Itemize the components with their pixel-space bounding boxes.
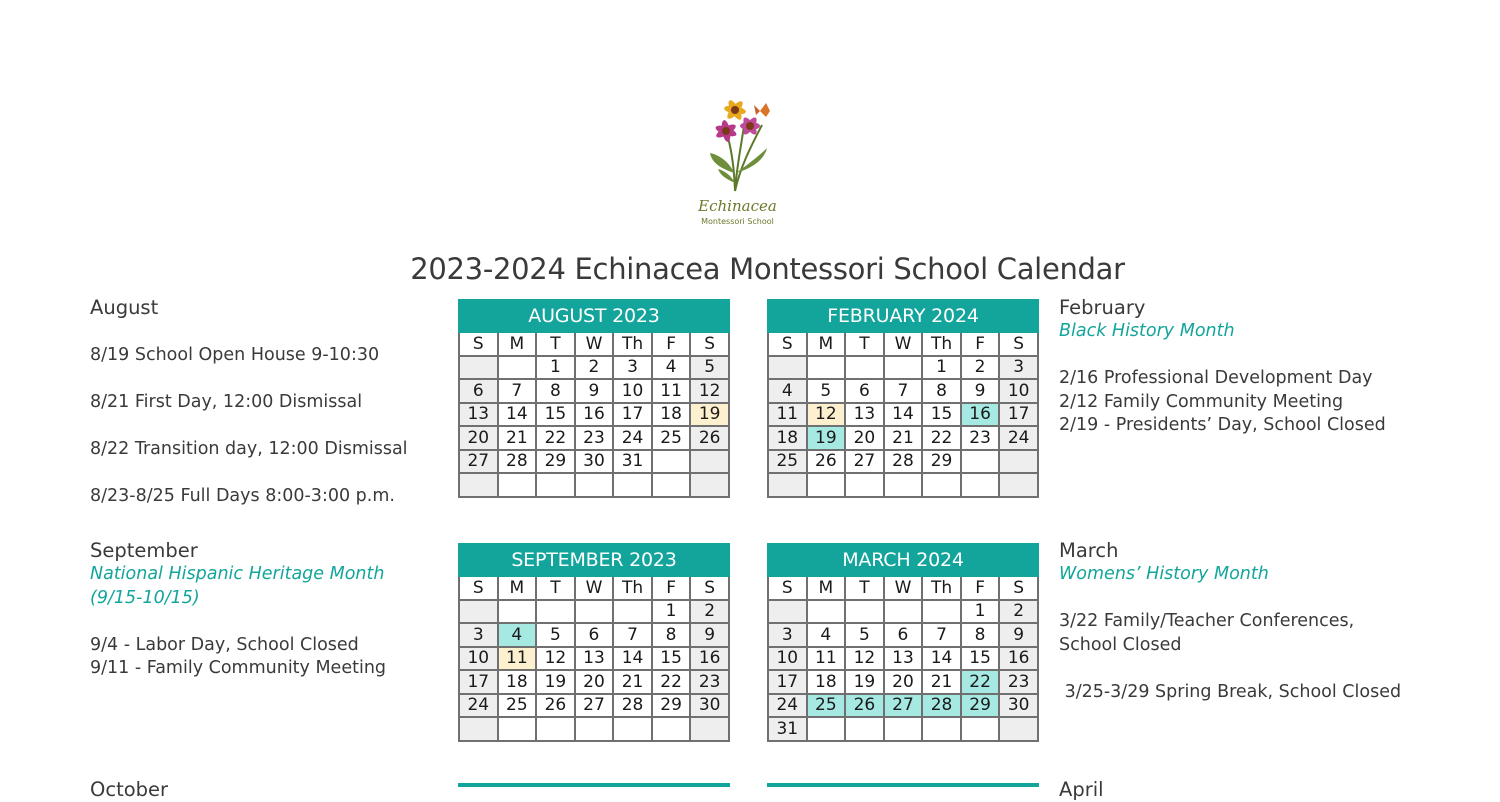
day-cell: 4 xyxy=(807,623,846,647)
day-cell: 3 xyxy=(613,356,652,380)
day-cell: 16 xyxy=(690,647,729,671)
calendar-september-2023 xyxy=(458,543,730,742)
observance-text: National Hispanic Heritage Month xyxy=(90,564,385,584)
day-cell: 13 xyxy=(575,647,614,671)
day-cell: 24 xyxy=(768,694,807,718)
empty-day-cell xyxy=(999,450,1038,474)
day-cell: 5 xyxy=(690,356,729,380)
day-cell: 4 xyxy=(652,356,691,380)
weekday-header: S xyxy=(459,576,498,600)
weekday-header: Th xyxy=(922,332,961,356)
empty-day-cell xyxy=(845,717,884,741)
weekday-header: Th xyxy=(922,576,961,600)
empty-day-cell xyxy=(652,473,691,497)
day-cell: 22 xyxy=(652,670,691,694)
day-cell: 5 xyxy=(807,379,846,403)
day-cell: 10 xyxy=(613,379,652,403)
empty-day-cell xyxy=(498,600,537,624)
weekday-header: S xyxy=(690,576,729,600)
day-cell: 1 xyxy=(536,356,575,380)
empty-day-cell xyxy=(690,473,729,497)
calendar-february-2024 xyxy=(767,299,1039,498)
observance-text: Black History Month xyxy=(1059,321,1235,341)
day-cell: 6 xyxy=(884,623,923,647)
day-cell: 10 xyxy=(768,647,807,671)
notes-october xyxy=(90,778,168,802)
weekday-header: Th xyxy=(613,576,652,600)
day-cell: 13 xyxy=(845,403,884,427)
day-cell: 22 xyxy=(536,426,575,450)
day-cell: 9 xyxy=(690,623,729,647)
school-logo xyxy=(690,93,785,231)
empty-day-cell xyxy=(498,356,537,380)
note-item: School Closed xyxy=(1059,634,1182,655)
empty-day-cell xyxy=(807,600,846,624)
month-title: AUGUST 2023 xyxy=(459,300,729,332)
day-cell: 29 xyxy=(652,694,691,718)
note-item: 2/16 Professional Development Day xyxy=(1059,368,1373,388)
day-cell: 20 xyxy=(884,670,923,694)
weekday-header: T xyxy=(845,332,884,356)
day-cell: 28 xyxy=(884,450,923,474)
month-title: FEBRUARY 2024 xyxy=(768,300,1038,332)
weekday-header: W xyxy=(884,576,923,600)
day-cell: 13 xyxy=(459,403,498,427)
day-cell: 29 xyxy=(536,450,575,474)
weekday-header: W xyxy=(575,576,614,600)
weekday-header: F xyxy=(961,332,1000,356)
empty-day-cell xyxy=(922,600,961,624)
day-cell: 27 xyxy=(575,694,614,718)
empty-day-cell xyxy=(884,473,923,497)
day-cell: 14 xyxy=(922,647,961,671)
notes-april xyxy=(1059,778,1104,802)
empty-day-cell xyxy=(575,717,614,741)
day-cell: 8 xyxy=(922,379,961,403)
day-cell: 26 xyxy=(536,694,575,718)
calendar-august-2023 xyxy=(458,299,730,498)
day-cell: 8 xyxy=(536,379,575,403)
month-title: SEPTEMBER 2023 xyxy=(459,544,729,576)
weekday-header: T xyxy=(845,576,884,600)
day-cell: 21 xyxy=(498,426,537,450)
day-cell: 26 xyxy=(690,426,729,450)
weekday-header: F xyxy=(961,576,1000,600)
day-cell: 10 xyxy=(999,379,1038,403)
day-cell: 4 xyxy=(768,379,807,403)
weekday-header: W xyxy=(575,332,614,356)
empty-day-cell xyxy=(575,600,614,624)
empty-day-cell xyxy=(884,600,923,624)
empty-day-cell xyxy=(845,600,884,624)
day-cell: 11 xyxy=(807,647,846,671)
day-cell: 19 xyxy=(536,670,575,694)
day-cell: 5 xyxy=(536,623,575,647)
day-cell: 10 xyxy=(459,647,498,671)
day-cell: 13 xyxy=(884,647,923,671)
empty-day-cell xyxy=(768,600,807,624)
flower-logo-icon xyxy=(690,93,785,197)
weekday-header: M xyxy=(807,332,846,356)
day-cell: 8 xyxy=(961,623,1000,647)
notes-heading: March xyxy=(1059,539,1119,562)
day-cell: 2 xyxy=(961,356,1000,380)
day-cell: 14 xyxy=(884,403,923,427)
notes-heading: September xyxy=(90,539,198,562)
weekday-header: S xyxy=(768,332,807,356)
day-cell: 24 xyxy=(999,426,1038,450)
empty-day-cell xyxy=(498,473,537,497)
day-cell: 2 xyxy=(999,600,1038,624)
day-cell: 11 xyxy=(652,379,691,403)
note-item: 8/21 First Day, 12:00 Dismissal xyxy=(90,391,363,412)
day-cell: 19 xyxy=(690,403,729,427)
day-cell: 23 xyxy=(961,426,1000,450)
empty-day-cell xyxy=(613,600,652,624)
day-cell: 26 xyxy=(807,450,846,474)
observance-text: (9/15-10/15) xyxy=(90,587,200,608)
day-cell: 22 xyxy=(961,670,1000,694)
day-cell: 17 xyxy=(999,403,1038,427)
weekday-header: M xyxy=(807,576,846,600)
note-item: 3/25-3/29 Spring Break, School Closed xyxy=(1059,681,1402,702)
day-cell: 3 xyxy=(999,356,1038,380)
weekday-header: S xyxy=(768,576,807,600)
day-cell: 7 xyxy=(613,623,652,647)
weekday-header: W xyxy=(884,332,923,356)
day-cell: 17 xyxy=(768,670,807,694)
day-cell: 29 xyxy=(922,450,961,474)
day-cell: 18 xyxy=(807,670,846,694)
day-cell: 12 xyxy=(845,647,884,671)
notes-march xyxy=(1059,539,1401,704)
observance-text: Womens’ History Month xyxy=(1059,564,1269,584)
day-cell: 3 xyxy=(459,623,498,647)
empty-day-cell xyxy=(459,600,498,624)
day-cell: 3 xyxy=(768,623,807,647)
weekday-header: S xyxy=(690,332,729,356)
day-cell: 6 xyxy=(459,379,498,403)
weekday-header: F xyxy=(652,576,691,600)
weekday-header: T xyxy=(536,576,575,600)
day-cell: 29 xyxy=(961,694,1000,718)
empty-day-cell xyxy=(961,717,1000,741)
day-cell: 20 xyxy=(459,426,498,450)
empty-day-cell xyxy=(768,473,807,497)
day-cell: 2 xyxy=(575,356,614,380)
day-cell: 30 xyxy=(690,694,729,718)
empty-day-cell xyxy=(768,356,807,380)
notes-heading: October xyxy=(90,778,169,801)
empty-day-cell xyxy=(922,473,961,497)
note-item: 8/19 School Open House 9-10:30 xyxy=(90,344,380,365)
notes-heading: August xyxy=(90,296,159,319)
day-cell: 25 xyxy=(768,450,807,474)
page-title: 2023-2024 Echinacea Montessori School Calendar xyxy=(410,252,1125,286)
empty-day-cell xyxy=(807,473,846,497)
day-cell: 11 xyxy=(498,647,537,671)
empty-day-cell xyxy=(999,473,1038,497)
empty-day-cell xyxy=(575,473,614,497)
day-cell: 11 xyxy=(768,403,807,427)
notes-heading: April xyxy=(1059,778,1104,801)
empty-day-cell xyxy=(884,356,923,380)
calendar-april-top-edge xyxy=(767,783,1039,787)
notes-february xyxy=(1059,296,1386,438)
empty-day-cell xyxy=(961,473,1000,497)
empty-day-cell xyxy=(613,717,652,741)
day-cell: 15 xyxy=(922,403,961,427)
day-cell: 23 xyxy=(575,426,614,450)
day-cell: 23 xyxy=(690,670,729,694)
day-cell: 2 xyxy=(690,600,729,624)
day-cell: 6 xyxy=(575,623,614,647)
empty-day-cell xyxy=(536,717,575,741)
day-cell: 4 xyxy=(498,623,537,647)
empty-day-cell xyxy=(652,450,691,474)
day-cell: 15 xyxy=(652,647,691,671)
empty-day-cell xyxy=(807,356,846,380)
note-item: 8/22 Transition day, 12:00 Dismissal xyxy=(90,438,408,459)
empty-day-cell xyxy=(459,473,498,497)
day-cell: 19 xyxy=(807,426,846,450)
day-cell: 8 xyxy=(652,623,691,647)
weekday-header: F xyxy=(652,332,691,356)
day-cell: 26 xyxy=(845,694,884,718)
day-cell: 28 xyxy=(613,694,652,718)
day-cell: 17 xyxy=(613,403,652,427)
empty-day-cell xyxy=(652,717,691,741)
weekday-header: M xyxy=(498,576,537,600)
weekday-header: S xyxy=(999,332,1038,356)
day-cell: 12 xyxy=(690,379,729,403)
day-cell: 1 xyxy=(961,600,1000,624)
day-cell: 25 xyxy=(652,426,691,450)
empty-day-cell xyxy=(459,356,498,380)
day-cell: 20 xyxy=(845,426,884,450)
empty-day-cell xyxy=(498,717,537,741)
note-item: 2/19 - Presidents’ Day, School Closed xyxy=(1059,415,1386,435)
day-cell: 21 xyxy=(922,670,961,694)
empty-day-cell xyxy=(999,717,1038,741)
day-cell: 9 xyxy=(575,379,614,403)
day-cell: 25 xyxy=(807,694,846,718)
empty-day-cell xyxy=(961,450,1000,474)
note-item: 2/12 Family Community Meeting xyxy=(1059,391,1344,412)
day-cell: 16 xyxy=(999,647,1038,671)
day-cell: 16 xyxy=(961,403,1000,427)
day-cell: 5 xyxy=(845,623,884,647)
empty-day-cell xyxy=(613,473,652,497)
day-cell: 24 xyxy=(459,694,498,718)
empty-day-cell xyxy=(536,473,575,497)
day-cell: 9 xyxy=(999,623,1038,647)
weekday-header: Th xyxy=(613,332,652,356)
day-cell: 31 xyxy=(613,450,652,474)
notes-august xyxy=(90,296,408,508)
empty-day-cell xyxy=(845,356,884,380)
day-cell: 16 xyxy=(575,403,614,427)
day-cell: 30 xyxy=(575,450,614,474)
day-cell: 25 xyxy=(498,694,537,718)
day-cell: 14 xyxy=(613,647,652,671)
empty-day-cell xyxy=(459,717,498,741)
day-cell: 12 xyxy=(807,403,846,427)
weekday-header: T xyxy=(536,332,575,356)
calendar-october-top-edge xyxy=(458,783,730,787)
day-cell: 21 xyxy=(884,426,923,450)
empty-day-cell xyxy=(807,717,846,741)
day-cell: 18 xyxy=(768,426,807,450)
note-item: 8/23-8/25 Full Days 8:00-3:00 p.m. xyxy=(90,485,395,506)
day-cell: 18 xyxy=(652,403,691,427)
note-item: 3/22 Family/Teacher Conferences, xyxy=(1059,611,1355,631)
day-cell: 24 xyxy=(613,426,652,450)
day-cell: 7 xyxy=(884,379,923,403)
weekday-header: S xyxy=(999,576,1038,600)
day-cell: 1 xyxy=(922,356,961,380)
day-cell: 15 xyxy=(961,647,1000,671)
notes-heading: February xyxy=(1059,296,1146,319)
month-title: MARCH 2024 xyxy=(768,544,1038,576)
weekday-header: M xyxy=(498,332,537,356)
day-cell: 7 xyxy=(498,379,537,403)
day-cell: 18 xyxy=(498,670,537,694)
day-cell: 7 xyxy=(922,623,961,647)
calendar-march-2024 xyxy=(767,543,1039,742)
weekday-header: S xyxy=(459,332,498,356)
logo-subtitle: Montessori School xyxy=(701,217,774,226)
empty-day-cell xyxy=(845,473,884,497)
notes-september xyxy=(90,539,386,681)
day-cell: 14 xyxy=(498,403,537,427)
empty-day-cell xyxy=(922,717,961,741)
day-cell: 15 xyxy=(536,403,575,427)
note-item: 9/11 - Family Community Meeting xyxy=(90,658,387,678)
empty-day-cell xyxy=(536,600,575,624)
day-cell: 6 xyxy=(845,379,884,403)
day-cell: 21 xyxy=(613,670,652,694)
empty-day-cell xyxy=(884,717,923,741)
day-cell: 17 xyxy=(459,670,498,694)
day-cell: 23 xyxy=(999,670,1038,694)
day-cell: 27 xyxy=(459,450,498,474)
day-cell: 19 xyxy=(845,670,884,694)
day-cell: 27 xyxy=(884,694,923,718)
empty-day-cell xyxy=(690,717,729,741)
day-cell: 12 xyxy=(536,647,575,671)
day-cell: 28 xyxy=(498,450,537,474)
day-cell: 30 xyxy=(999,694,1038,718)
day-cell: 1 xyxy=(652,600,691,624)
day-cell: 27 xyxy=(845,450,884,474)
empty-day-cell xyxy=(690,450,729,474)
day-cell: 9 xyxy=(961,379,1000,403)
note-item: 9/4 - Labor Day, School Closed xyxy=(90,634,359,655)
day-cell: 20 xyxy=(575,670,614,694)
day-cell: 22 xyxy=(922,426,961,450)
logo-name: Echinacea xyxy=(698,197,777,215)
day-cell: 31 xyxy=(768,717,807,741)
day-cell: 28 xyxy=(922,694,961,718)
